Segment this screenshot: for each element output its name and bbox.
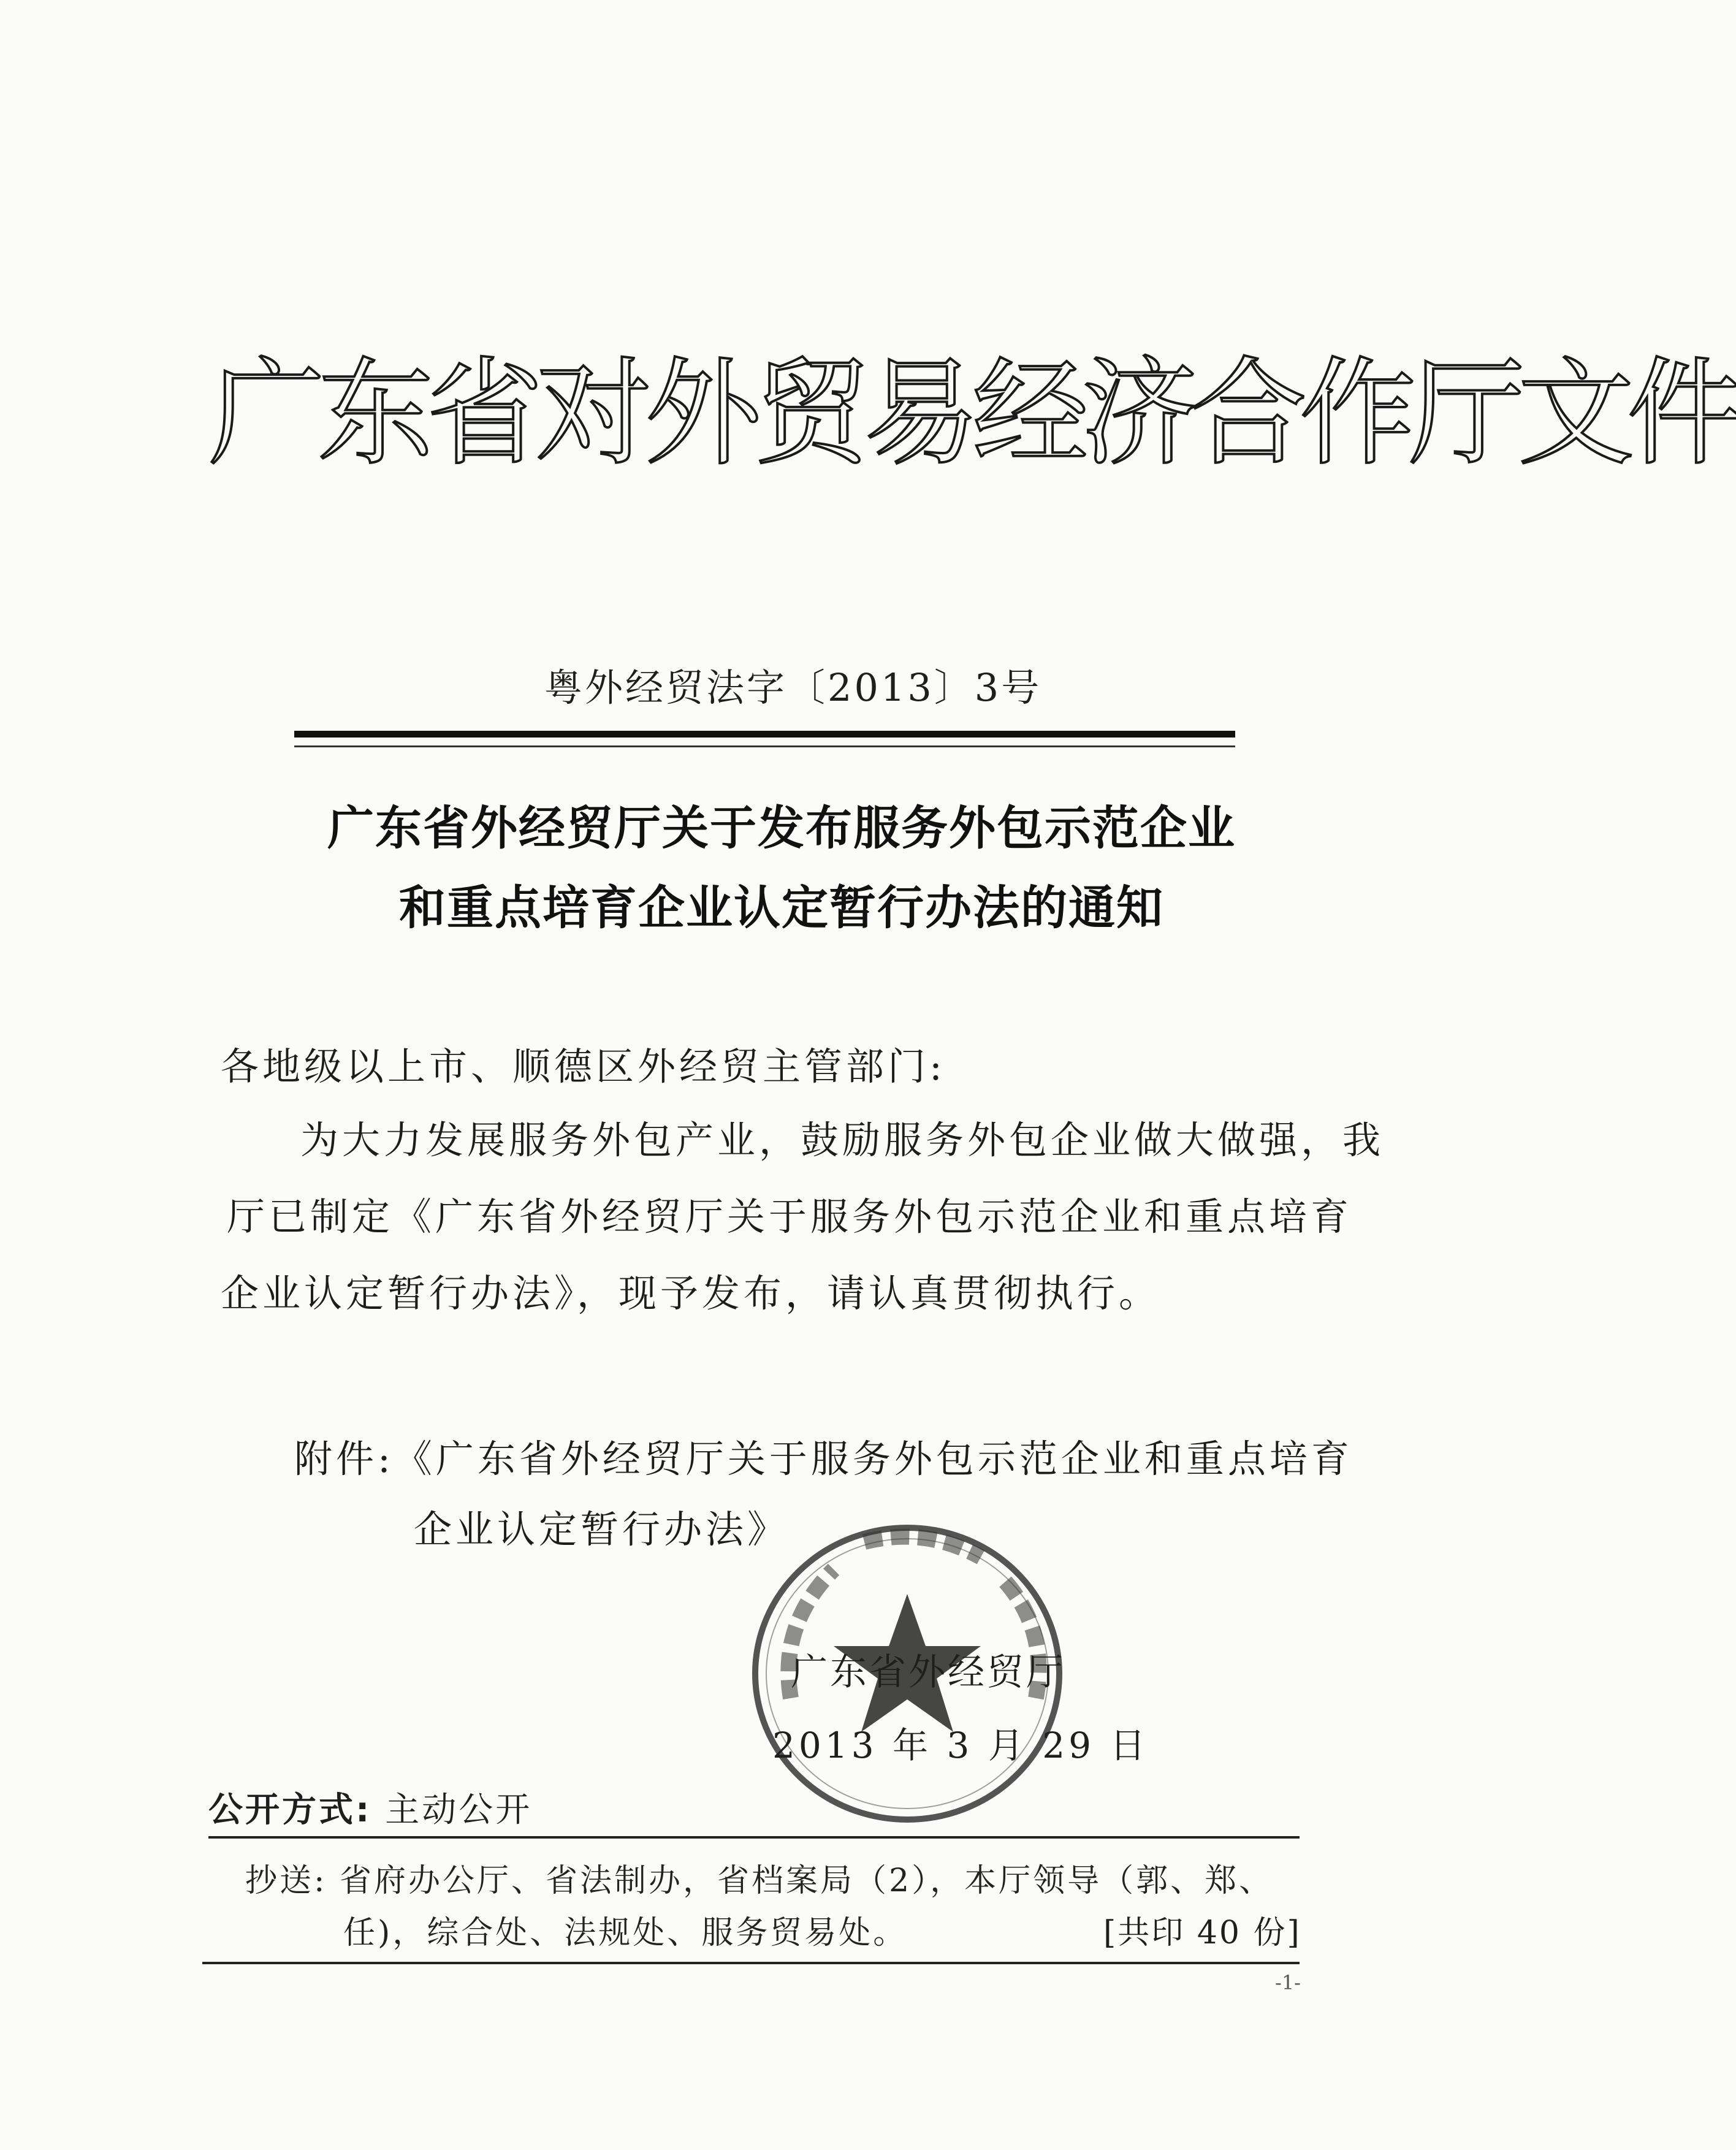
publication-method-value: 主动公开 (385, 1790, 533, 1830)
body-paragraph-line-2: 厅已制定《广东省外经贸厅关于服务外包示范企业和重点培育 (227, 1194, 1353, 1239)
header-divider-thick (294, 731, 1235, 738)
publication-method-label: 公开方式: (208, 1790, 372, 1830)
cc-line-2: 任)，综合处、法规处、服务贸易处。 (343, 1915, 908, 1951)
copies-count: [共印 40 份] (1103, 1915, 1301, 1951)
body-paragraph-line-3: 企业认定暂行办法》，现予发布，请认真贯彻执行。 (221, 1271, 1161, 1316)
publication-method (208, 1783, 532, 1832)
attachment-line-2: 企业认定暂行办法》 (414, 1507, 790, 1552)
footer-divider-bottom (202, 1962, 1300, 1964)
body-paragraph-line-1: 为大力发展服务外包产业，鼓励服务外包企业做大做强，我 (300, 1118, 1385, 1162)
header-divider-thin (294, 745, 1235, 747)
notice-title-line-1: 广东省外经贸厅关于发布服务外包示范企业 (327, 801, 1236, 855)
page-number: -1- (1275, 1971, 1301, 1994)
attachment-line-1: 附件:《广东省外经贸厅关于服务外包示范企业和重点培育 (294, 1436, 1353, 1481)
signing-organization: 广东省外经贸厅 (791, 1651, 1065, 1694)
addressee: 各地级以上市、顺德区外经贸主管部门: (221, 1044, 946, 1089)
document-number: 粤外经贸法字〔2013〕3号 (544, 665, 1042, 710)
cc-line-1: 抄送: 省府办公厅、省法制办，省档案局（2），本厅领导（郭、郑、 (245, 1862, 1274, 1899)
notice-title-line-2: 和重点培育企业认定暂行办法的通知 (399, 880, 1164, 935)
issuer-title: 广东省对外贸易经济合作厅文件 (208, 346, 1736, 481)
footer-divider-top (208, 1836, 1300, 1839)
signing-date: 2013 年 3 月 29 日 (772, 1725, 1149, 1766)
